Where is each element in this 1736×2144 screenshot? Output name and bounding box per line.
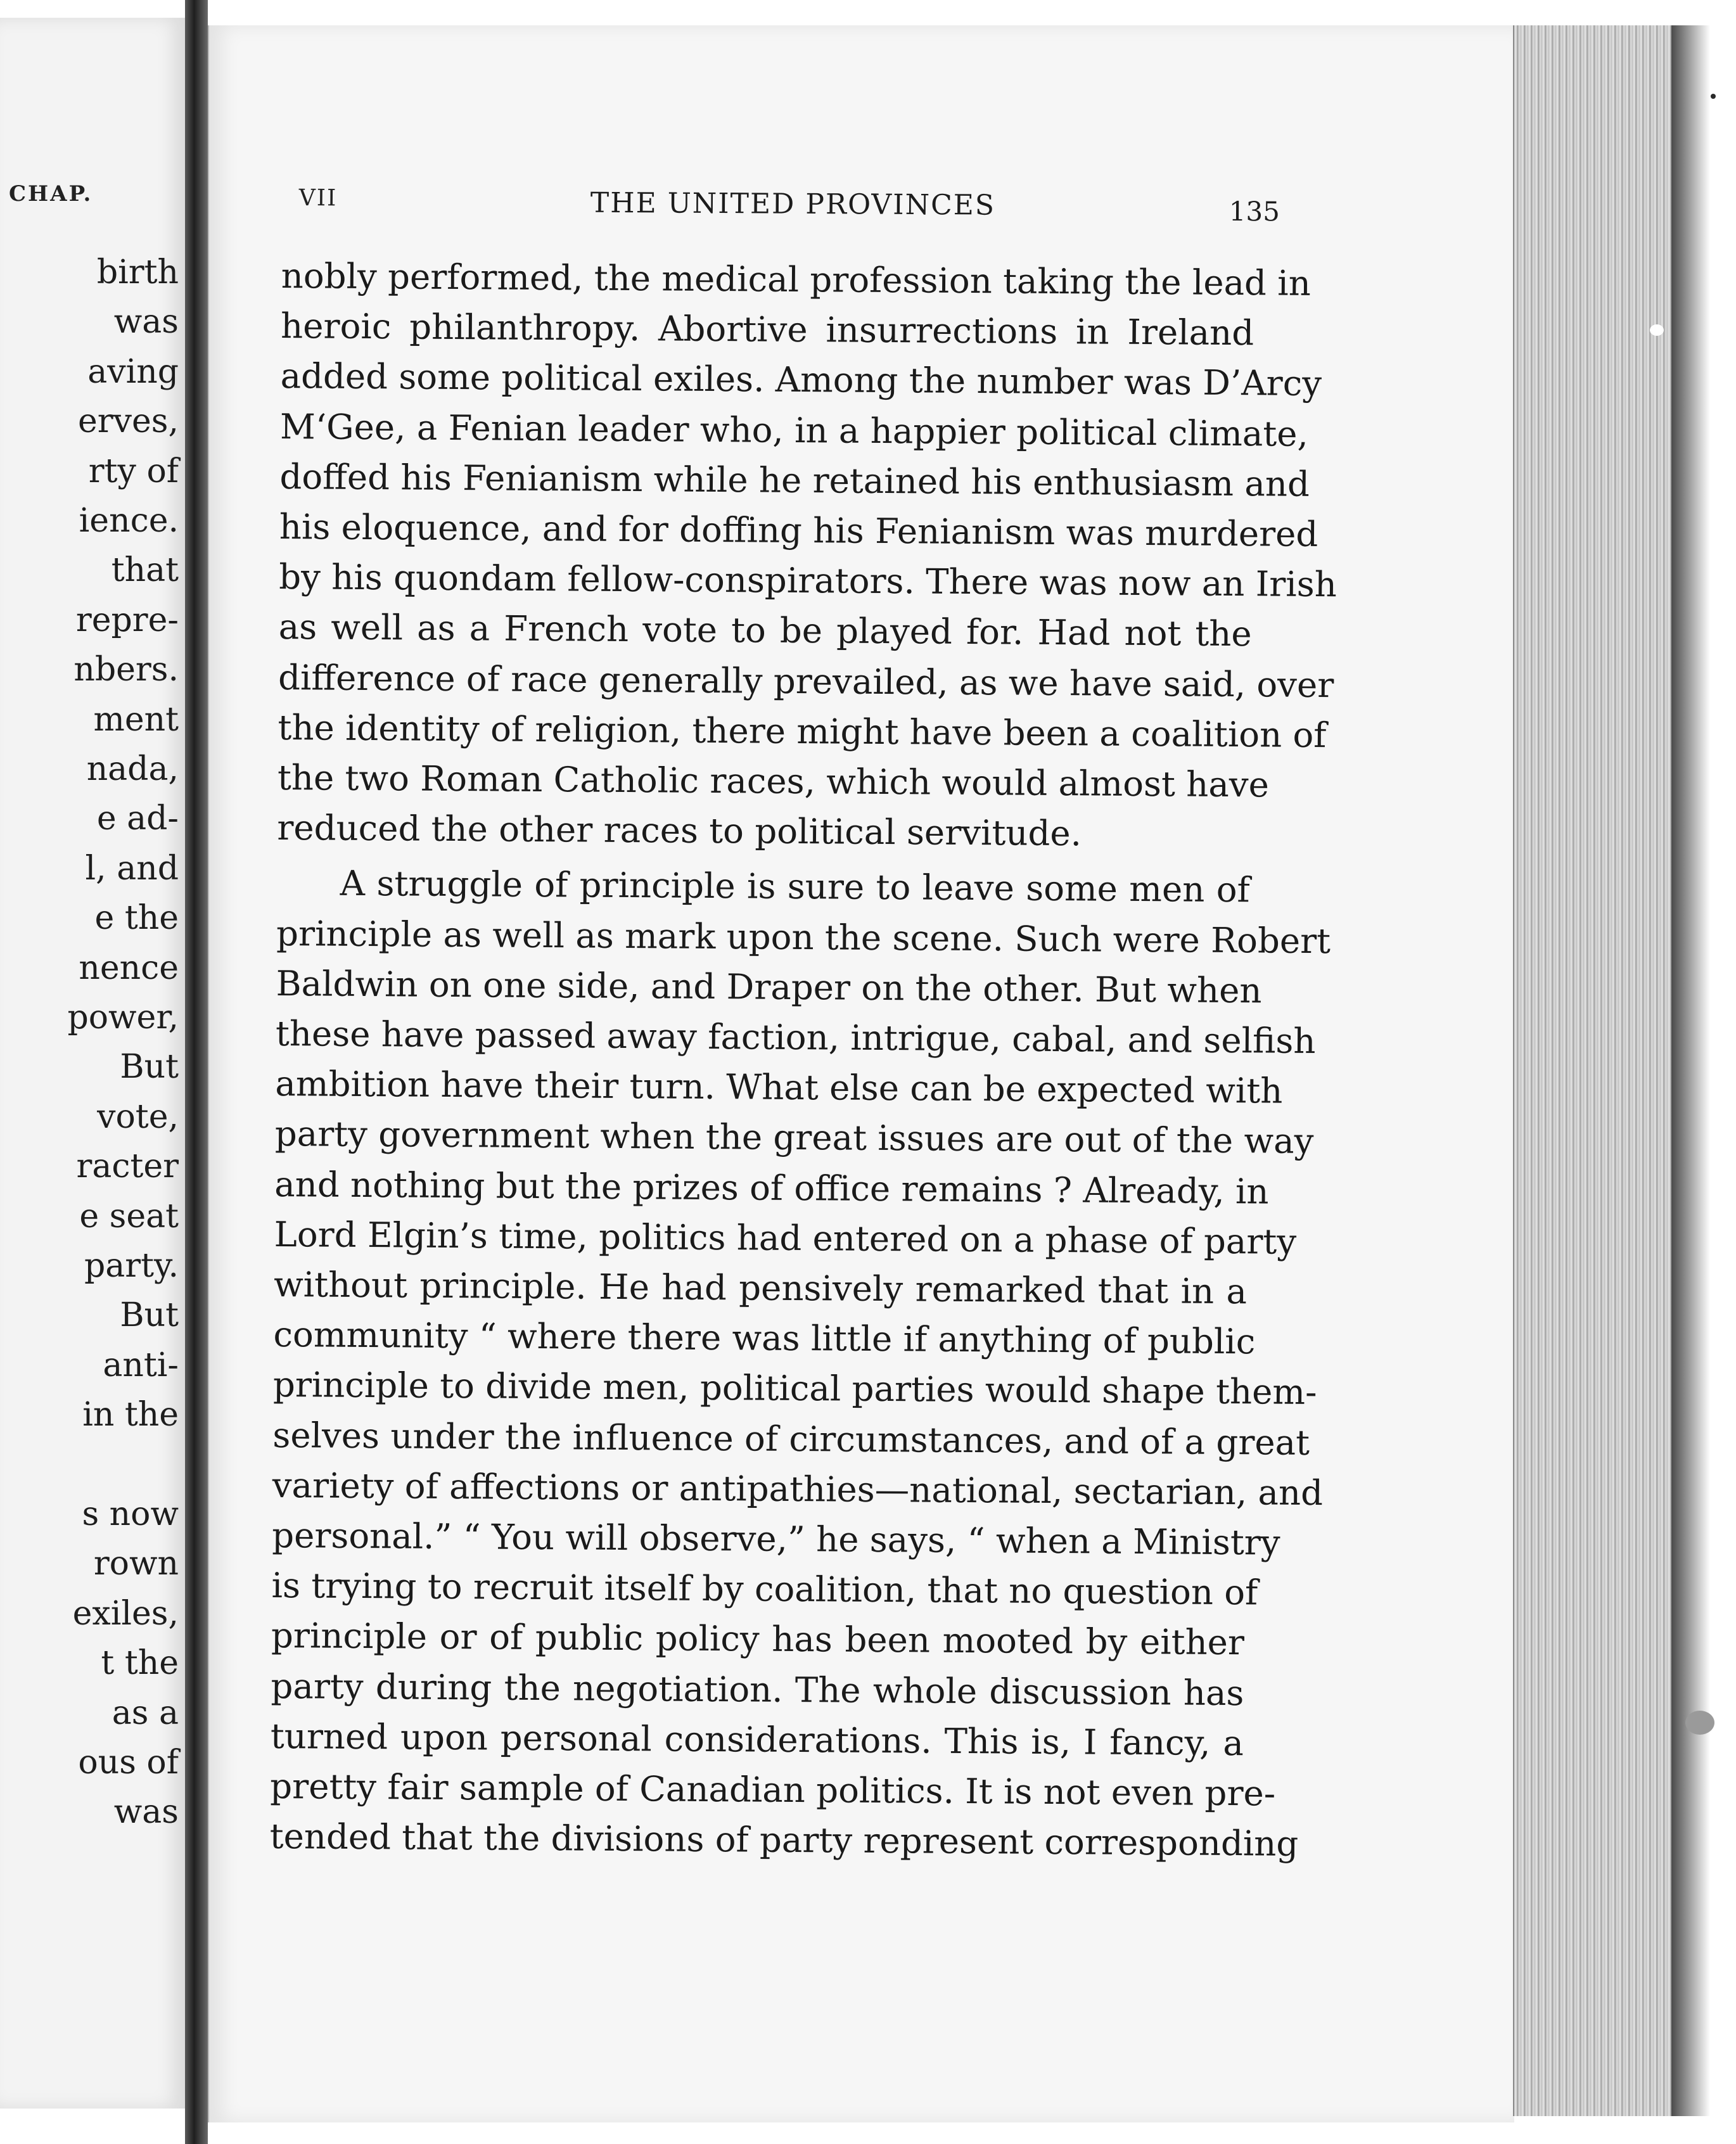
text-line: turned upon personal considerations. This is, I fancy, a (270, 1715, 1244, 1763)
scan-speck (1711, 94, 1716, 99)
left-page-line: nada, (86, 750, 179, 788)
text-line: principle as well as mark upon the scene. Such were Robert (276, 912, 1331, 961)
text-line: difference of race generally prevailed, as we have said, over (278, 656, 1334, 705)
text-line: reduced the other races to political servitude. (277, 807, 1082, 854)
page-number: 135 (1229, 195, 1280, 227)
text-line: nobly performed, the medical profession taking the lead in (281, 255, 1312, 303)
scan-speck (1685, 1711, 1714, 1735)
left-page-line: exiles, (72, 1594, 179, 1633)
text-line: by his quondam fellow-conspirators. There was now an Irish (279, 556, 1337, 605)
left-page-line: aving (87, 352, 179, 391)
left-page-line: ment (93, 700, 179, 739)
text-line: party government when the great issues are out of the way (274, 1113, 1314, 1162)
left-page-line: was (113, 303, 179, 341)
left-page-line: e ad- (96, 800, 179, 838)
text-line: Lord Elgin’s time, politics had entered on a phase of party (274, 1213, 1297, 1262)
running-head (299, 185, 1287, 229)
text-line: Baldwin on one side, and Draper on the other. But when (276, 962, 1262, 1011)
left-page-line: was (113, 1793, 179, 1832)
text-line: party during the negotiation. The whole discussion has (271, 1665, 1244, 1713)
left-page-line: rown (93, 1545, 179, 1583)
left-page-line: that (111, 551, 179, 590)
left-page-line: s now (82, 1495, 179, 1533)
paragraph-first-line: A struggle of principle is sure to leave some men of (340, 863, 1250, 910)
text-line: these have passed away faction, intrigue, cabal, and selfish (275, 1012, 1316, 1061)
text-line: without principle. He had pensively remarked that in a (273, 1263, 1248, 1312)
left-page-line: anti- (103, 1346, 179, 1384)
left-page-line: nence (79, 948, 179, 987)
left-page-line: as a (112, 1694, 179, 1732)
text-line: pretty fair sample of Canadian politics. It is not even pre- (270, 1765, 1276, 1814)
text-line: tended that the divisions of party represent corresponding (269, 1816, 1299, 1865)
text-line: personal.” “ You will observe,” he says, “ when a Ministry (271, 1514, 1280, 1563)
left-page-line: e seat (79, 1197, 179, 1235)
text-line: principle or of public policy has been mooted by either (271, 1615, 1245, 1663)
text-line: is trying to recruit itself by coalition, that no question of (271, 1565, 1258, 1613)
running-title: THE UNITED PROVINCES (590, 186, 996, 222)
left-page-line: ous of (78, 1744, 179, 1782)
left-page-line: repre- (75, 601, 179, 639)
scan-speck (1650, 324, 1664, 336)
left-page-line: But (120, 1048, 179, 1087)
left-page-line: birth (96, 253, 179, 291)
left-page-line: e the (94, 899, 179, 938)
left-page-line: erves, (78, 402, 179, 441)
text-line: and nothing but the prizes of office remains ? Already, in (274, 1163, 1269, 1212)
text-line: the identity of religion, there might have been a coalition of (278, 706, 1327, 755)
left-page-line: t the (101, 1644, 179, 1683)
left-page-line: l, and (85, 849, 179, 888)
page-fore-edge (1513, 25, 1676, 2116)
chapter-number: VII (298, 185, 338, 212)
left-page-line: vote, (97, 1097, 179, 1136)
left-page-line: power, (67, 999, 179, 1037)
left-running-head: CHAP. (9, 181, 93, 207)
page-edge-shadow (1671, 25, 1736, 2116)
text-line: added some political exiles. Among the number was D’Arcy (280, 355, 1322, 404)
text-line: community “ where there was little if anything of public (273, 1314, 1256, 1362)
text-line: variety of affections or antipathies—national, sectarian, and (272, 1464, 1324, 1513)
left-page-line: But (120, 1296, 179, 1335)
text-line: M‘Gee, a Fenian leader who, in a happier political climate, (279, 405, 1309, 454)
left-page-line: racter (76, 1147, 179, 1186)
left-page-line: in the (82, 1396, 179, 1434)
book-gutter (185, 0, 208, 2144)
text-line: doffed his Fenianism while he retained his enthusiasm and (279, 456, 1310, 504)
text-line: heroic philanthropy. Abortive insurrections in Ireland (280, 305, 1254, 354)
left-page-line: rty of (88, 452, 179, 490)
left-page-line: party. (84, 1247, 179, 1285)
text-line: the two Roman Catholic races, which would almost have (277, 756, 1270, 805)
left-facing-page (0, 18, 187, 2109)
text-line: principle to divide men, political parties would shape them- (272, 1364, 1317, 1413)
text-line: selves under the influence of circumstances, and of a great (272, 1414, 1310, 1463)
left-page-line: ience. (79, 502, 179, 540)
text-line: his eloquence, and for doffing his Fenianism was murdered (279, 506, 1318, 555)
text-line: ambition have their turn. What else can be expected with (275, 1063, 1283, 1111)
left-page-line: nbers. (73, 651, 179, 689)
text-line: as well as a French vote to be played for. Had not the (278, 606, 1252, 654)
